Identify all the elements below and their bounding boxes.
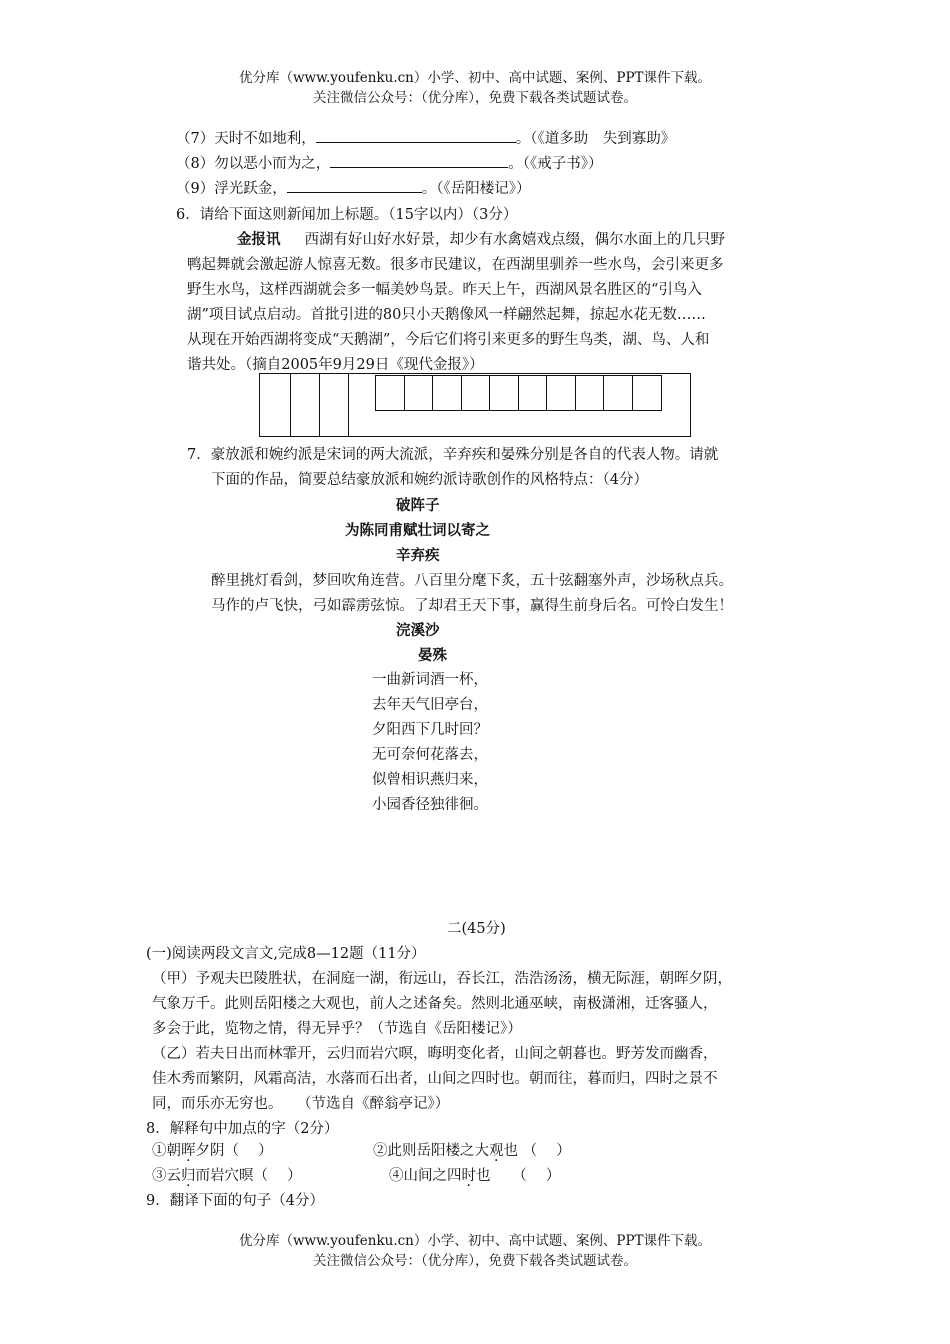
- passage-yi-line1: （乙）若夫日出而林霏开，云归而岩穴暝，晦明变化者，山间之朝暮也。野芳发而幽香，: [152, 1046, 718, 1062]
- q7-prompt-line1: 7．豪放派和婉约派是宋词的两大流派，辛弃疾和晏殊分别是各自的代表人物。请就: [187, 447, 719, 463]
- poem2-line: 一曲新词酒一杯，: [372, 672, 488, 688]
- q8-item-1-text: ①朝: [152, 1143, 181, 1159]
- q8-prompt: 8．解释句中加点的字（2分）: [146, 1121, 339, 1137]
- dotted-char: 时: [461, 1168, 476, 1184]
- grid-divider: [348, 374, 349, 436]
- q8-item-3-text: ③云: [152, 1168, 181, 1184]
- poem2-title: 浣溪沙: [396, 622, 440, 639]
- page-footer-line1: 优分库（www.youfenku.cn）小学、初中、高中试题、案例、PPT课件下载。: [238, 1233, 712, 1249]
- q9-prompt: 9．翻译下面的句子（4分）: [146, 1193, 324, 1209]
- q8-item-2-text: ②此则岳阳楼之大: [373, 1143, 489, 1159]
- section-2-intro: (一)阅读两段文言文,完成8—12题（11分）: [146, 946, 426, 962]
- dotted-char: 归: [181, 1168, 196, 1184]
- q6-prompt: 6．请给下面这则新闻加上标题。（15字以内）（3分）: [176, 207, 518, 223]
- q8-item-4: [389, 1164, 560, 1185]
- poem1-title: 破阵子: [396, 497, 440, 514]
- q8-item-4-blank[interactable]: 也 （ ）: [476, 1168, 561, 1184]
- poem2-line: 无可奈何花落去，: [372, 747, 488, 763]
- item-9-source: 。（《岳阳楼记》）: [421, 181, 531, 197]
- answer-cell[interactable]: [405, 376, 434, 410]
- item-8: [176, 152, 602, 173]
- item-7-source: 。（《道多助 失到寡助》: [515, 131, 676, 147]
- answer-blank-7[interactable]: [316, 128, 516, 143]
- q7-prompt-line2: 下面的作品，简要总结豪放派和婉约派诗歌创作的风格特点：（4分）: [211, 472, 648, 488]
- answer-blank-9[interactable]: [287, 178, 422, 193]
- q8-item-3: [152, 1164, 302, 1185]
- news-source-tag: 金报讯: [237, 231, 281, 248]
- q8-item-4-text: ④山间之四: [389, 1168, 462, 1184]
- item-7: [176, 127, 675, 148]
- dotted-char: 观: [489, 1143, 504, 1159]
- page-footer-line2: 关注微信公众号：（优分库），免费下载各类试题试卷。: [313, 1253, 637, 1269]
- poem1-author: 辛弃疾: [396, 547, 440, 564]
- poem2-line: 去年天气旧亭台，: [372, 697, 488, 713]
- passage-jia-line2: 气象万千。此则岳阳楼之大观也，前人之述备矣。然则北通巫峡，南极潇湘，迁客骚人，: [152, 996, 718, 1012]
- answer-cell[interactable]: [490, 376, 519, 410]
- q8-item-1-blank[interactable]: 夕阴（ ）: [195, 1143, 273, 1159]
- answer-cell[interactable]: [633, 376, 662, 410]
- dotted-char: 晖: [181, 1143, 196, 1159]
- q6-news-line2: 鸭起舞就会激起游人惊喜无数。很多市民建议，在西湖里驯养一些水鸟，会引来更多: [187, 257, 724, 273]
- passage-jia-line1: （甲）予观夫巴陵胜状，在洞庭一湖，衔远山，吞长江，浩浩汤汤，横无际涯，朝晖夕阴，: [152, 971, 732, 987]
- poem2-line: 似曾相识燕归来，: [372, 772, 488, 788]
- page-header-line1: 优分库（www.youfenku.cn）小学、初中、高中试题、案例、PPT课件下载。: [238, 70, 712, 86]
- answer-cell[interactable]: [376, 376, 405, 410]
- poem1-line1: 醉里挑灯看剑，梦回吹角连营。八百里分麾下炙，五十弦翻塞外声，沙场秋点兵。: [211, 573, 733, 589]
- page-header-line2: 关注微信公众号：（优分库），免费下载各类试题试卷。: [313, 90, 637, 106]
- answer-cell[interactable]: [462, 376, 491, 410]
- grid-divider: [319, 374, 320, 436]
- grid-divider: [290, 374, 291, 436]
- answer-cell[interactable]: [576, 376, 605, 410]
- item-7-prompt: （7）天时不如地利，: [176, 131, 316, 147]
- q8-item-2-blank[interactable]: 也 （ ）: [503, 1143, 571, 1159]
- q8-item-1: [152, 1139, 273, 1160]
- news-text-1: 西湖有好山好水好景，却少有水禽嬉戏点缀，偶尔水面上的几只野: [304, 232, 725, 248]
- item-9: [176, 177, 530, 198]
- item-8-source: 。（《戒子书》）: [508, 156, 603, 172]
- poem2-line: 夕阳西下几时回？: [372, 722, 488, 738]
- q6-news-line4: 湖”项目试点启动。首批引进的80只小天鹅像风一样翩然起舞，掠起水花无数……: [187, 307, 706, 323]
- poem2-line: 小园香径独徘徊。: [372, 797, 488, 813]
- q8-item-3-blank[interactable]: 而岩穴暝（ ）: [195, 1168, 302, 1184]
- q8-item-2: [373, 1139, 571, 1160]
- passage-jia-line3: 多会于此，览物之情，得无异乎？（节选自《岳阳楼记》）: [152, 1021, 522, 1037]
- poem2-author: 晏殊: [418, 647, 447, 664]
- passage-yi-line2: 佳木秀而繁阴，风霜高洁，水落而石出者，山间之四时也。朝而往，暮而归，四时之景不: [152, 1071, 718, 1087]
- item-8-prompt: （8）勿以恶小而为之，: [176, 156, 331, 172]
- q6-news-line1: [237, 228, 725, 249]
- answer-cell[interactable]: [433, 376, 462, 410]
- section-2-title: 二(45分): [447, 921, 506, 937]
- passage-yi-line3: 同，而乐亦无穷也。 （节选自《醉翁亭记》）: [152, 1096, 450, 1112]
- answer-cell[interactable]: [604, 376, 633, 410]
- answer-cell[interactable]: [547, 376, 576, 410]
- poem1-line2: 马作的卢飞快，弓如霹雳弦惊。了却君王天下事，赢得生前身后名。可怜白发生！: [211, 598, 733, 614]
- answer-blank-8[interactable]: [330, 153, 508, 168]
- item-9-prompt: （9）浮光跃金，: [176, 181, 287, 197]
- poem1-subtitle: 为陈同甫赋壮词以寄之: [345, 522, 490, 539]
- q6-news-line3: 野生水鸟，这样西湖就会多一幅美妙鸟景。昨天上午，西湖风景名胜区的“引鸟入: [187, 282, 702, 298]
- q6-news-line6: 谐共处。（摘自2005年9月29日《现代金报》）: [187, 357, 484, 373]
- answer-cell[interactable]: [519, 376, 548, 410]
- title-answer-cells[interactable]: [375, 375, 662, 411]
- q6-news-line5: 从现在开始西湖将变成“天鹅湖”，今后它们将引来更多的野生鸟类，湖、鸟、人和: [187, 332, 710, 348]
